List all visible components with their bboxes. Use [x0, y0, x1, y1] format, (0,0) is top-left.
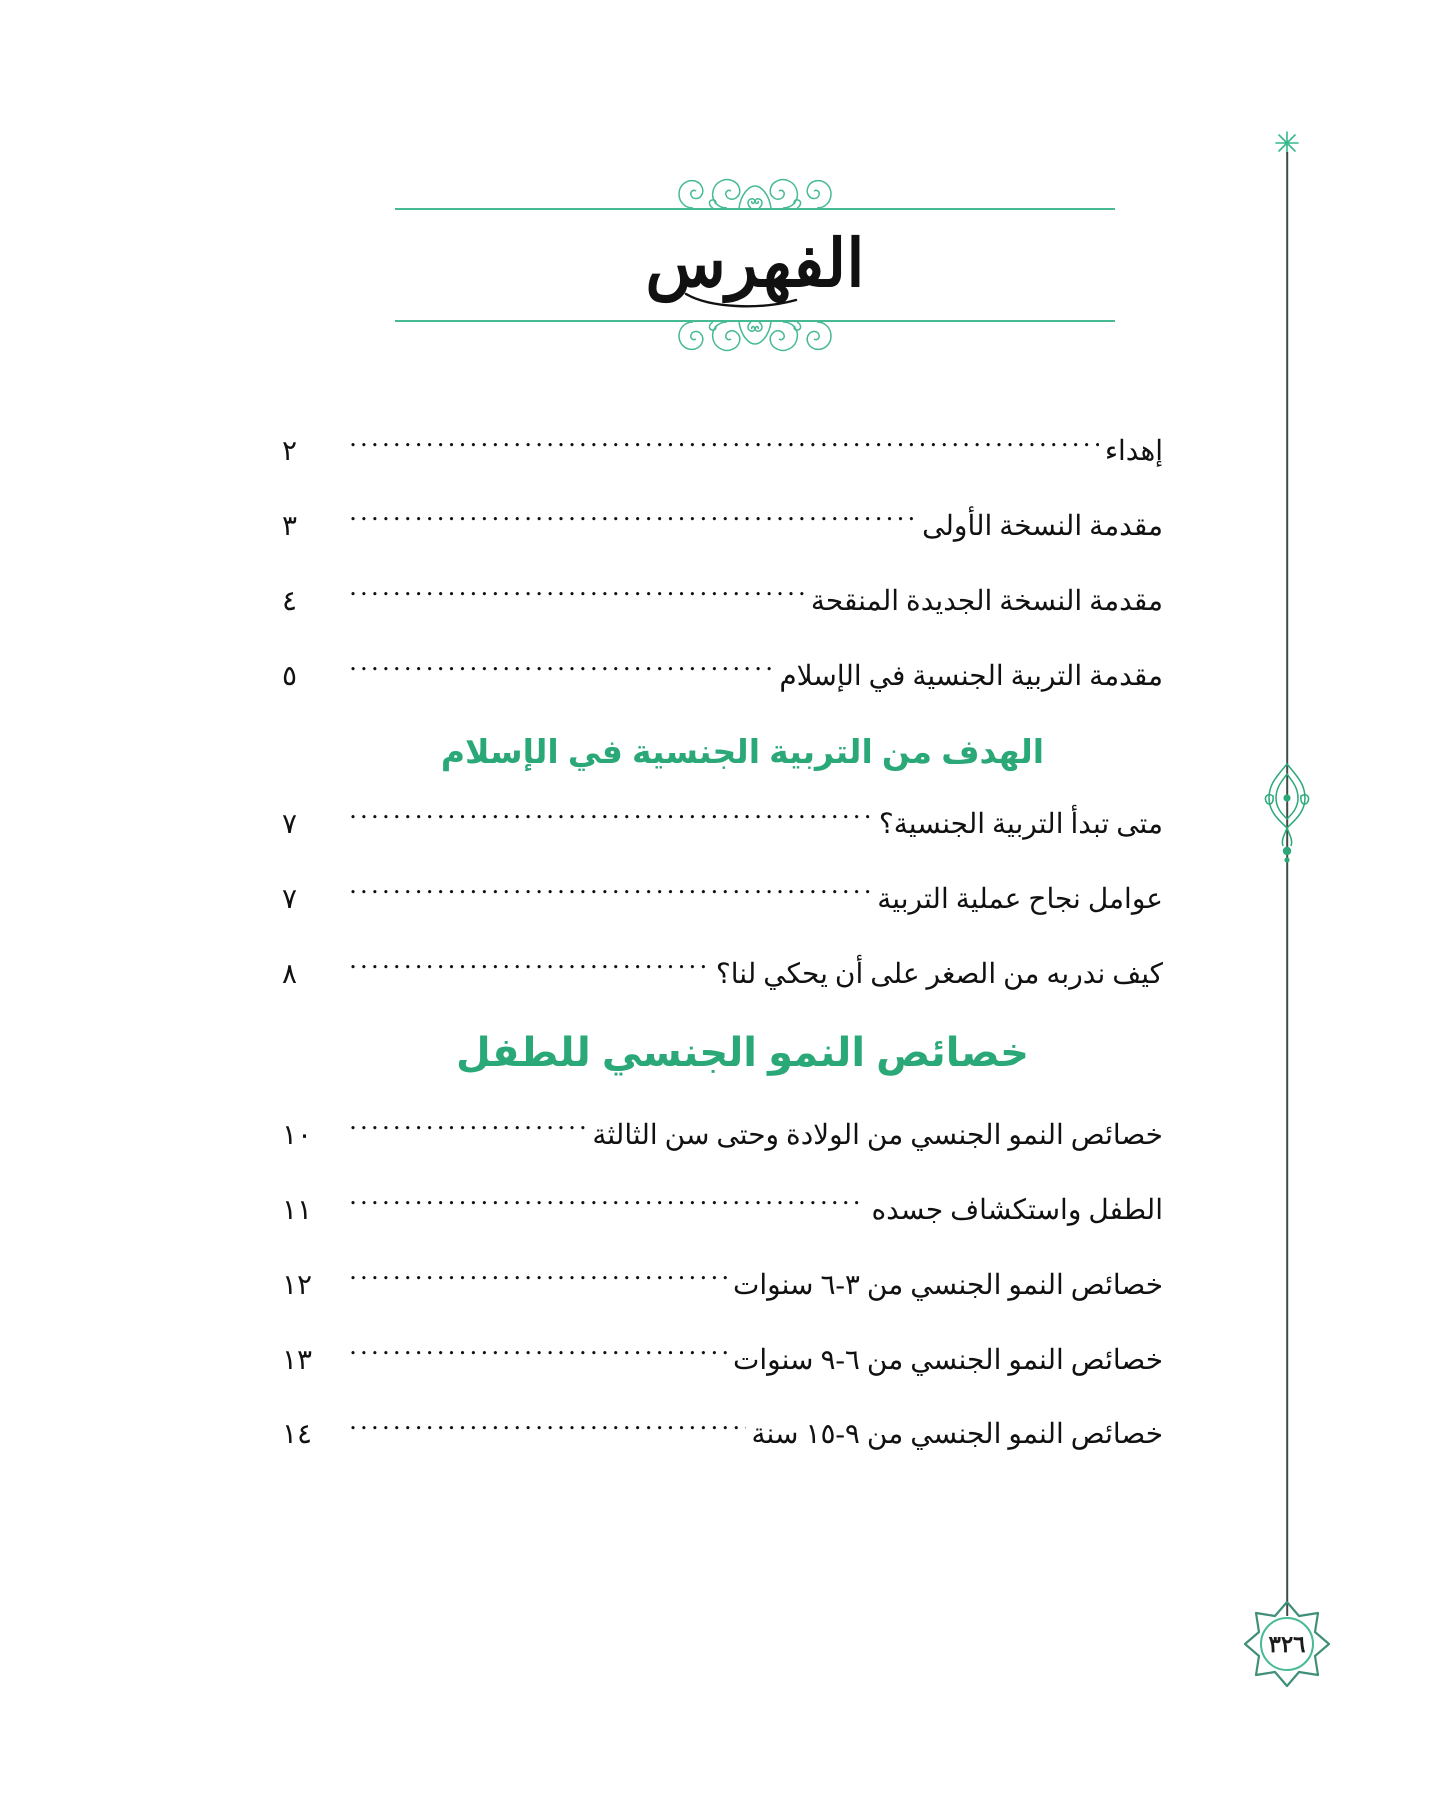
toc-entry[interactable] [282, 1116, 1163, 1155]
scroll-ornament-icon [655, 158, 855, 210]
toc-entry[interactable] [282, 507, 1163, 546]
toc-section-heading: خصائص النمو الجنسي للطفل [455, 1030, 1029, 1075]
star-flourish-icon [1274, 130, 1300, 156]
toc-entry[interactable] [282, 955, 1163, 994]
table-of-contents [282, 432, 1163, 1490]
header-rule-top [395, 208, 1115, 210]
toc-section-heading: الهدف من التربية الجنسية في الإسلام [440, 732, 1045, 770]
toc-entry[interactable] [282, 1341, 1163, 1380]
toc-entry-title: مقدمة التربية الجنسية في الإسلام [779, 660, 1163, 692]
svg-text:الفهرس: الفهرس [645, 228, 865, 301]
toc-entry[interactable] [282, 1415, 1163, 1454]
page-title [395, 214, 1115, 318]
toc-entry-title: عوامل نجاح عملية التربية [877, 883, 1163, 915]
toc-entry-page: ١١ [282, 1194, 313, 1226]
toc-entry-title: مقدمة النسخة الجديدة المنقحة [810, 585, 1163, 617]
toc-entry-page: ٣ [282, 510, 298, 542]
toc-entry[interactable] [282, 657, 1163, 696]
toc-entry-page: ٨ [282, 958, 298, 990]
toc-entry[interactable] [282, 805, 1163, 844]
toc-entry-title: متى تبدأ التربية الجنسية؟ [878, 808, 1163, 840]
toc-entry-page: ٥ [282, 660, 298, 692]
toc-entry-page: ١٤ [282, 1419, 313, 1451]
toc-entry-page: ٢ [282, 436, 298, 467]
toc-dot-leader [350, 1415, 746, 1443]
toc-entry-title: إهداء [1104, 436, 1163, 467]
rail-vertical-line [1286, 152, 1288, 1616]
eight-point-star-badge-icon [1241, 1598, 1333, 1690]
toc-entry-title: الطفل واستكشاف جسده [871, 1194, 1163, 1226]
toc-entry-page: ١٣ [282, 1344, 313, 1376]
toc-entry-title: خصائص النمو الجنسي من ٩-١٥ سنة [751, 1419, 1163, 1451]
toc-entry-title: مقدمة النسخة الأولى [922, 510, 1163, 542]
toc-dot-leader [350, 507, 916, 535]
toc-dot-leader [350, 1191, 866, 1219]
toc-entry-title: خصائص النمو الجنسي من ٣-٦ سنوات [732, 1269, 1163, 1301]
toc-entry-title: خصائص النمو الجنسي من ٦-٩ سنوات [732, 1344, 1163, 1376]
toc-entry-page: ١٠ [282, 1119, 313, 1151]
toc-dot-leader [350, 1266, 727, 1294]
page-header [395, 168, 1115, 368]
toc-entry-page: ٤ [282, 585, 298, 617]
toc-dot-leader [350, 432, 1099, 460]
toc-entry-page: ١٢ [282, 1269, 313, 1301]
toc-dot-leader [350, 657, 774, 685]
toc-dot-leader [350, 955, 710, 983]
toc-entry[interactable] [282, 880, 1163, 919]
toc-dot-leader [350, 1116, 587, 1144]
toc-dot-leader [350, 880, 872, 908]
toc-entry-title: خصائص النمو الجنسي من الولادة وحتى سن الثالثة [592, 1119, 1163, 1151]
toc-dot-leader [350, 582, 805, 610]
arabesque-medallion-icon [1257, 758, 1317, 868]
toc-entry[interactable] [282, 582, 1163, 621]
toc-entry-page: ٧ [282, 808, 298, 840]
scroll-ornament-icon [655, 320, 855, 372]
toc-entry[interactable] [282, 432, 1163, 471]
toc-dot-leader [350, 1341, 727, 1369]
toc-entry[interactable] [282, 1191, 1163, 1230]
toc-entry-title: كيف ندربه من الصغر على أن يحكي لنا؟ [715, 958, 1163, 990]
toc-entry-page: ٧ [282, 883, 298, 915]
page-number: ٣٢٦ [1268, 1630, 1306, 1657]
toc-entry[interactable] [282, 1266, 1163, 1305]
toc-dot-leader [350, 805, 873, 833]
decorative-rail [1247, 130, 1327, 1676]
